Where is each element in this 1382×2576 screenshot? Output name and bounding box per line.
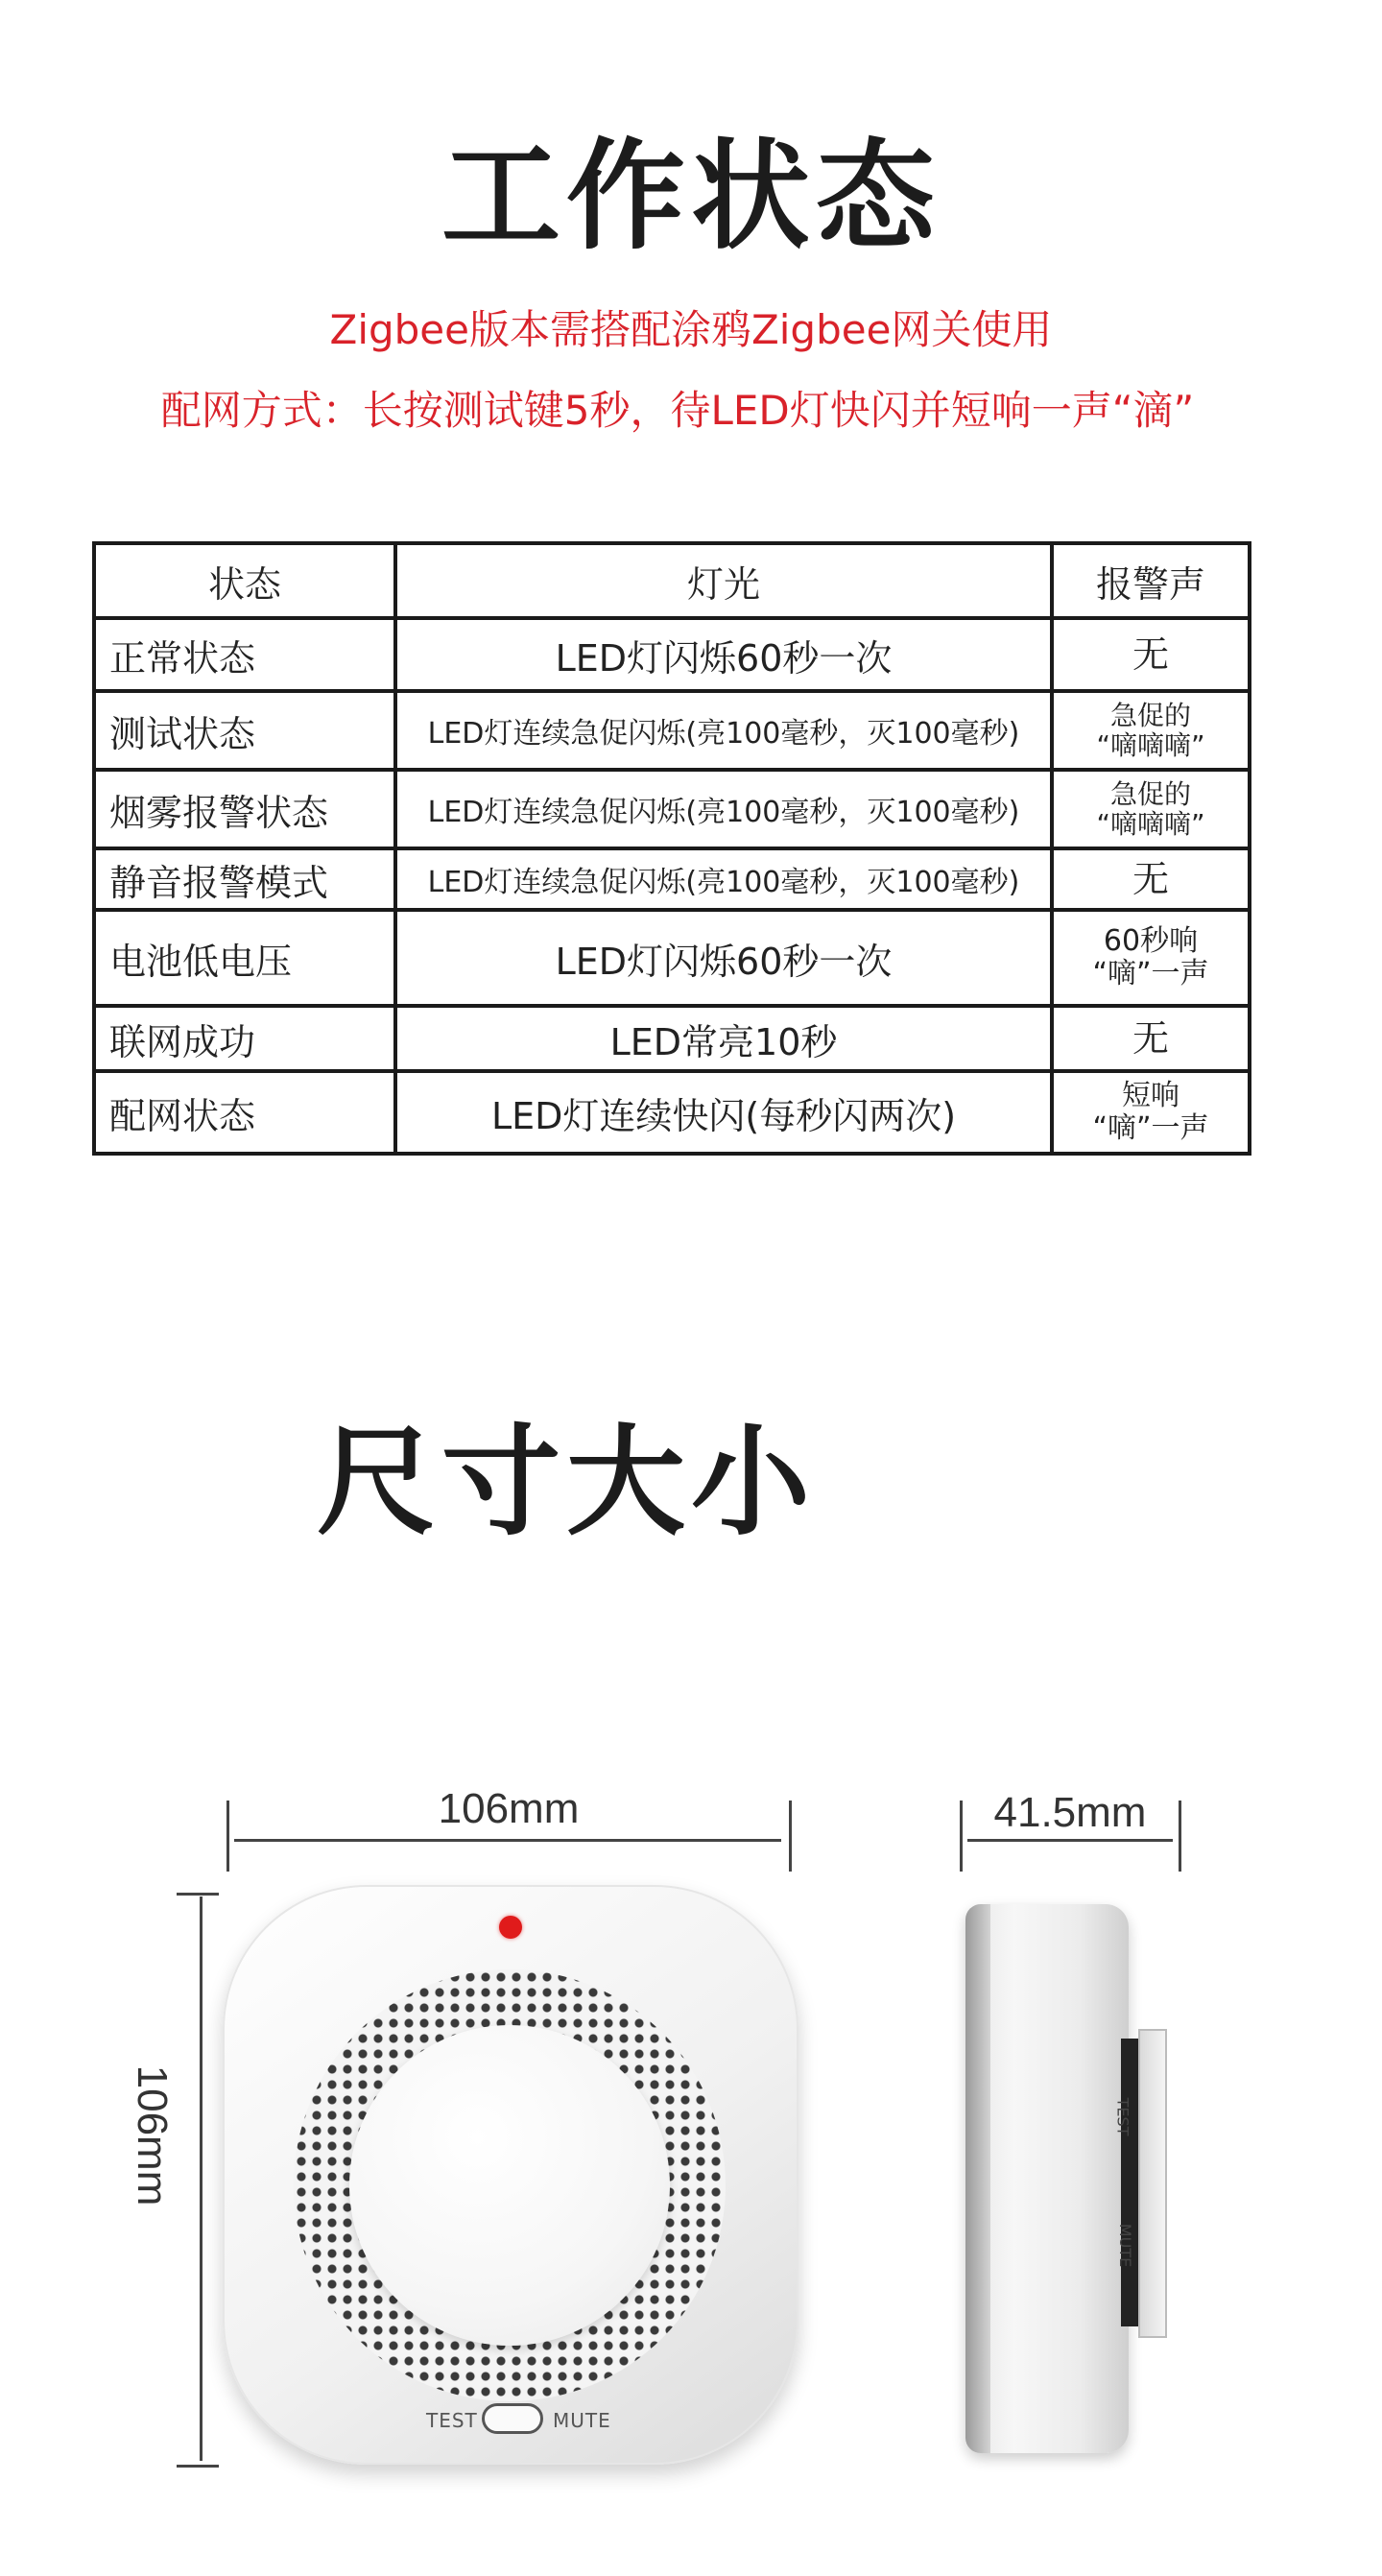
row-light: LED灯闪烁60秒一次	[395, 910, 1052, 1006]
row-light: LED灯连续急促闪烁(亮100毫秒，灭100毫秒)	[395, 691, 1052, 770]
led-indicator	[499, 1916, 522, 1939]
side-mute-label: MUTE	[1116, 2223, 1135, 2268]
dimension-tick	[1179, 1801, 1181, 1872]
side-test-label: TEST	[1113, 2097, 1132, 2136]
row-sound-line: 急促的	[1109, 777, 1191, 810]
dimension-tick	[960, 1801, 963, 1872]
table-row	[94, 618, 1250, 691]
zigbee-note: Zigbee版本需搭配涂鸦Zigbee网关使用	[329, 306, 1053, 353]
row-sound	[1052, 1071, 1250, 1154]
table-row	[94, 691, 1250, 770]
test-button-icon	[482, 2403, 543, 2434]
row-state: 电池低电压	[94, 910, 395, 1006]
table-row	[94, 1006, 1250, 1071]
row-state: 烟雾报警状态	[94, 770, 395, 848]
dimension-line	[967, 1839, 1173, 1842]
status-table	[92, 541, 1251, 1156]
pairing-note: 配网方式：长按测试键5秒，待LED灯快闪并短响一声“滴”	[160, 387, 1195, 434]
dimension-tick	[226, 1801, 229, 1872]
row-state: 联网成功	[94, 1006, 395, 1071]
height-dimension-label: 106mm	[129, 2064, 176, 2206]
row-state: 正常状态	[94, 618, 395, 691]
table-row	[94, 770, 1250, 848]
row-state: 测试状态	[94, 691, 395, 770]
row-light: LED常亮10秒	[395, 1006, 1052, 1071]
test-label: TEST	[426, 2409, 478, 2432]
header-light: 灯光	[395, 543, 1052, 618]
row-light: LED灯连续快闪(每秒闪两次)	[395, 1071, 1052, 1154]
dimension-tick	[177, 2465, 219, 2468]
table-row	[94, 1071, 1250, 1154]
side-edge	[965, 1904, 990, 2453]
section-title-dimensions: 尺寸大小	[316, 1414, 816, 1552]
dimension-tick	[177, 1893, 219, 1896]
row-sound-line: “嘀”一声	[1092, 957, 1209, 990]
table-row	[94, 848, 1250, 910]
row-sound	[1052, 691, 1250, 770]
table-header-row	[94, 543, 1250, 618]
row-light: LED灯连续急促闪烁(亮100毫秒，灭100毫秒)	[395, 770, 1052, 848]
mute-label: MUTE	[553, 2409, 611, 2432]
row-sound-line: 急促的	[1109, 699, 1191, 731]
row-state: 配网状态	[94, 1071, 395, 1154]
header-alarm-sound: 报警声	[1052, 543, 1250, 618]
header-state: 状态	[94, 543, 395, 618]
row-sound-line: “嘀”一声	[1092, 1111, 1209, 1145]
row-sound: 无	[1052, 618, 1250, 691]
dimension-line	[234, 1839, 781, 1842]
row-sound	[1052, 910, 1250, 1006]
section-title-work-status: 工作状态	[441, 128, 941, 266]
row-sound-line: “嘀嘀嘀”	[1096, 729, 1205, 761]
row-light: LED灯闪烁60秒一次	[395, 618, 1052, 691]
row-sound: 无	[1052, 848, 1250, 910]
table-row	[94, 910, 1250, 1006]
row-sound-line: “嘀嘀嘀”	[1096, 808, 1205, 840]
row-sound	[1052, 770, 1250, 848]
row-state: 静音报警模式	[94, 848, 395, 910]
dimension-tick	[789, 1801, 792, 1872]
row-sound: 无	[1052, 1006, 1250, 1071]
sensor-disc	[349, 2025, 670, 2346]
mounting-plate	[1138, 2029, 1167, 2338]
row-sound-line: 短响	[1122, 1079, 1179, 1113]
depth-dimension-label: 41.5mm	[993, 1789, 1147, 1836]
smoke-detector-front-image	[223, 1885, 798, 2465]
dimension-line	[200, 1896, 203, 2461]
row-light: LED灯连续急促闪烁(亮100毫秒，灭100毫秒)	[395, 848, 1052, 910]
row-sound-line: 60秒响	[1103, 924, 1199, 959]
smoke-detector-side-image	[965, 1904, 1129, 2453]
width-dimension-label: 106mm	[438, 1785, 580, 1832]
